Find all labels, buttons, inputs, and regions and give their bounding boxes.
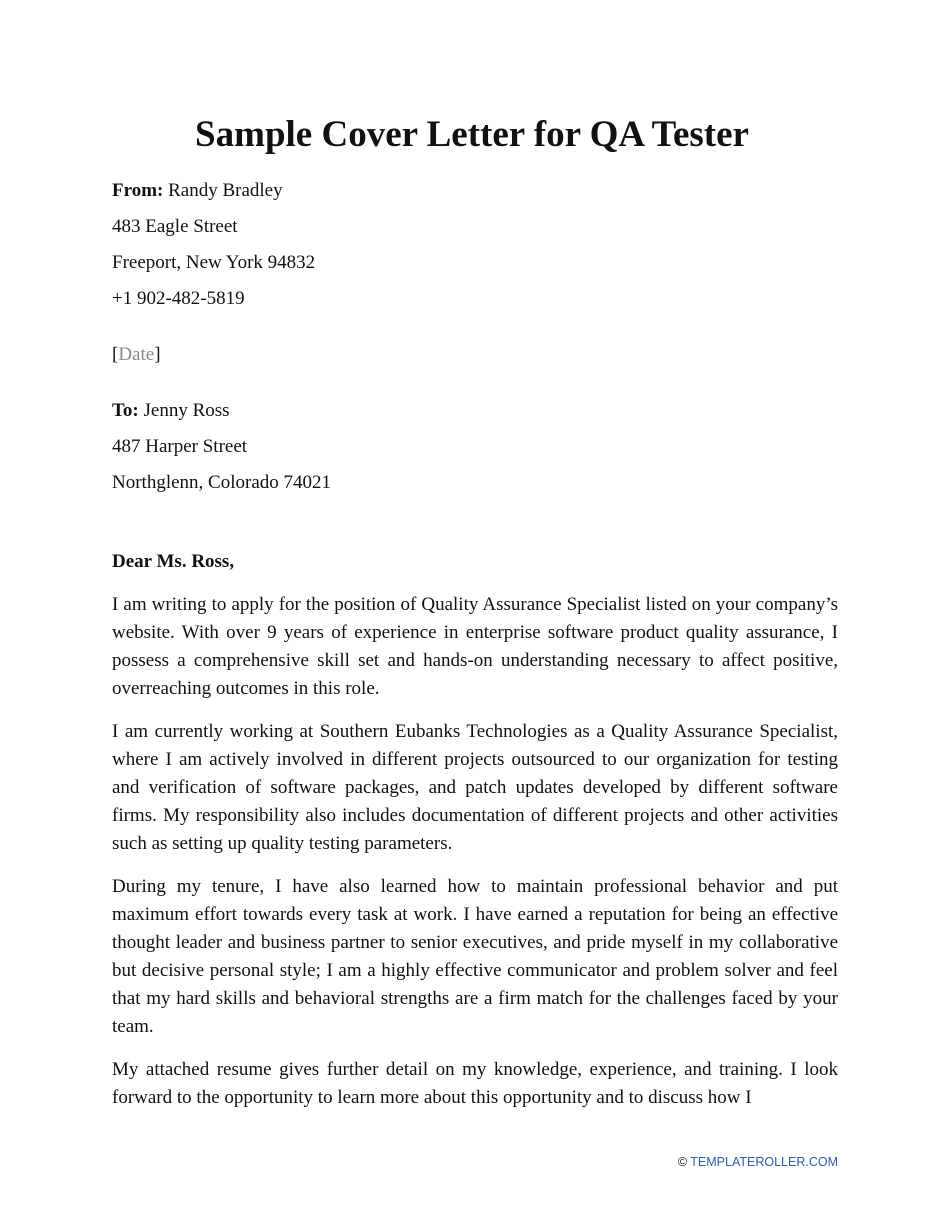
to-label: To: <box>112 400 139 421</box>
letter-greeting: Dear Ms. Ross, <box>112 551 235 572</box>
sender-street: 483 Eagle Street <box>112 216 238 237</box>
date-placeholder: Date <box>118 344 155 365</box>
document-title: Sample Cover Letter for QA Tester <box>195 114 749 155</box>
templateroller-link[interactable]: TEMPLATEROLLER.COM <box>690 1155 838 1169</box>
recipient-city-line: Northglenn, Colorado 74021 <box>112 472 332 493</box>
from-label: From: <box>112 180 164 201</box>
date-open-bracket: [ <box>112 344 119 365</box>
recipient-name-line <box>112 393 838 429</box>
body-paragraph-3: During my tenure, I have also learned how to maintain professional behavior and put maximum effort towards every task at work. I have earned a reputation for being an effective thought leader and business partner to senior executives, and pride myself in my collaborative but decisive personal style; I am a highly effective communicator and problem solver and feel that my hard skills and behavioral strengths are a firm match for the challenges faced by your team. <box>112 876 838 1037</box>
body-paragraph-4: My attached resume gives further detail on my knowledge, experience, and training. I look forward to the opportunity to learn more about this opportunity and to discuss how I <box>112 1059 838 1108</box>
recipient-name: Jenny Ross <box>143 400 230 421</box>
recipient-street: 487 Harper Street <box>112 436 248 457</box>
date-close-bracket: ] <box>154 344 161 365</box>
recipient-address-block <box>112 393 838 501</box>
sender-address-block <box>112 173 838 317</box>
body-paragraph-1: I am writing to apply for the position of Quality Assurance Specialist listed on your company’s website. With over 9 years of experience in enterprise software product quality assurance, I possess a comprehensive skill set and hands-on understanding necessary to affect positive, overreaching outcomes in this role. <box>112 594 838 699</box>
copyright-symbol: © <box>677 1155 688 1169</box>
body-paragraph-2: I am currently working at Southern Eubanks Technologies as a Quality Assurance Specialist, where I am actively involved in different projects outsourced to our organization for testing and verification of software packages, and patch updates developed by different software firms. My responsibility also includes documentation of different projects and other activities such as setting up quality testing parameters. <box>112 721 838 854</box>
sender-city-line: Freeport, New York 94832 <box>112 252 316 273</box>
date-line <box>112 337 838 373</box>
footer-credit <box>678 1154 838 1170</box>
sender-name-line <box>112 173 838 209</box>
sender-name: Randy Bradley <box>168 180 283 201</box>
sender-phone: +1 902-482-5819 <box>112 288 245 309</box>
